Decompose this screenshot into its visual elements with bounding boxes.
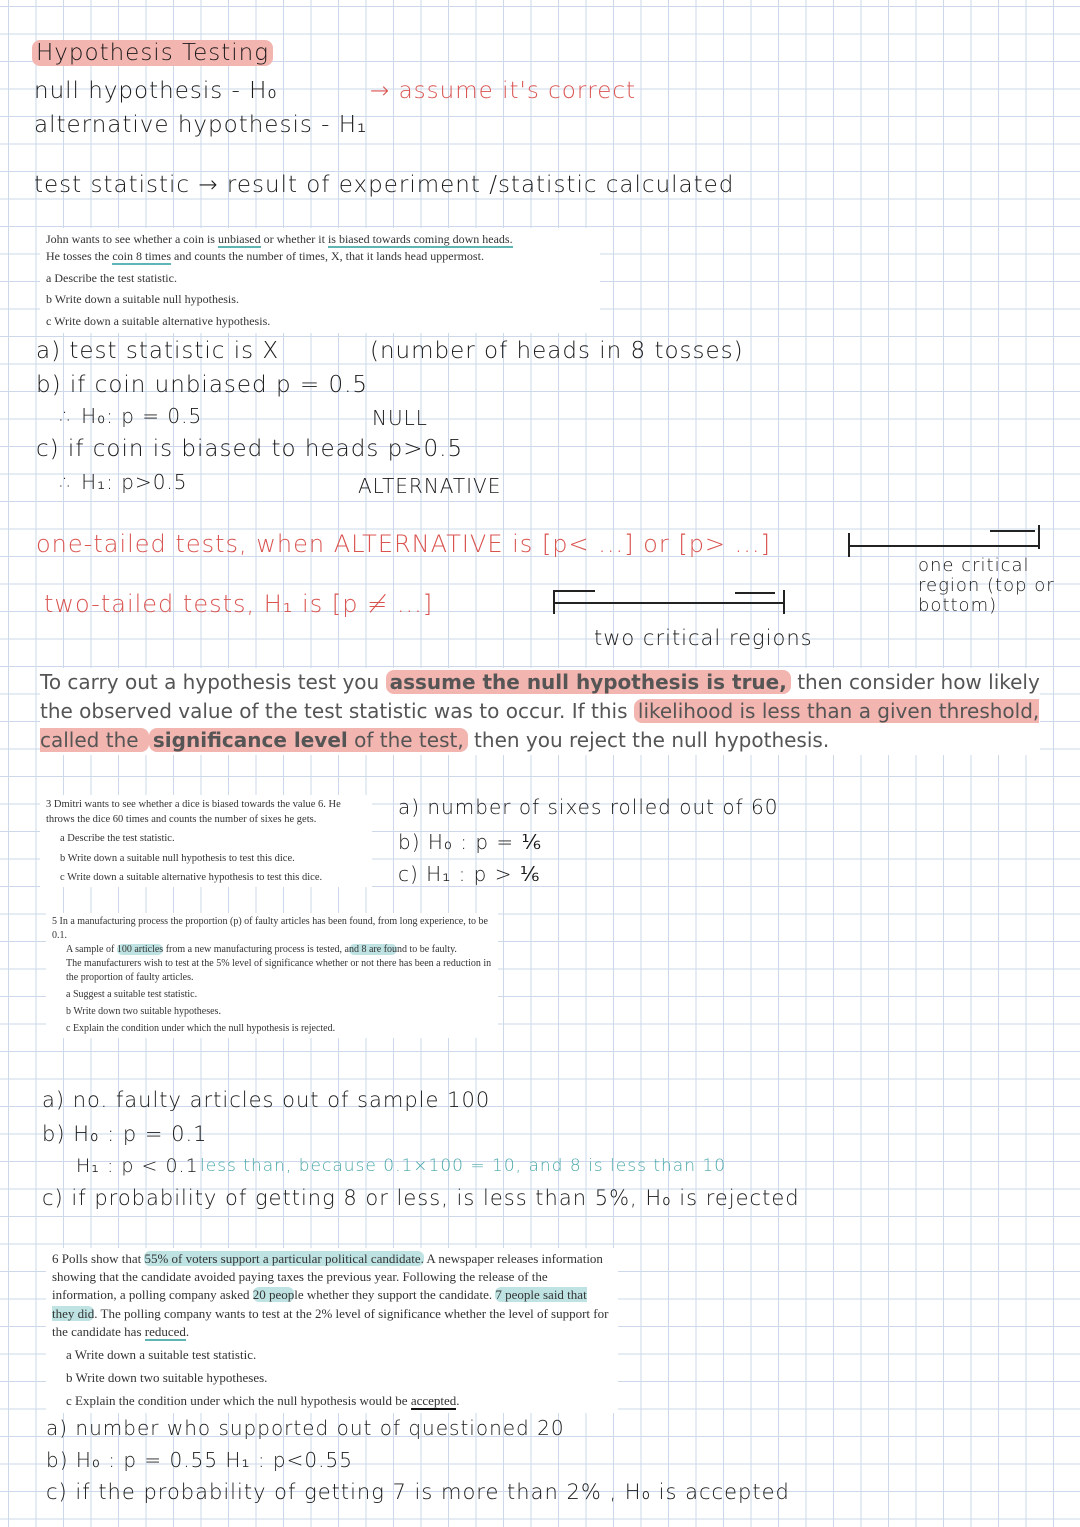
a1-a-note: (number of heads in 8 tosses) bbox=[370, 338, 744, 364]
q6-part-c: . bbox=[456, 1393, 460, 1409]
a6-c: c) if the probability of getting 7 is more than 2% , H₀ is accepted bbox=[46, 1480, 790, 1504]
question-5 bbox=[46, 913, 498, 1038]
one-tailed: one-tailed tests, when ALTERNATIVE is [p< ...] or [p> ...] bbox=[36, 530, 771, 558]
question-6 bbox=[46, 1248, 618, 1413]
a3-b: b) H₀ : p = ⅙ bbox=[398, 830, 542, 854]
q3-part-b: b Write down a suitable null hypothesis to test this dice. bbox=[60, 852, 295, 864]
q6-part-b: b Write down two suitable hypotheses. bbox=[66, 1370, 268, 1386]
q3-text: 3 Dmitri wants to see whether a dice is biased towards the value 6. He throws the dice 60 times and counts the number of sixes he gets. bbox=[46, 799, 341, 826]
a5-b2-note: less than, because 0.1×100 = 10, and 8 is less than 10 bbox=[200, 1156, 727, 1176]
q6-part-a: a Write down a suitable test statistic. bbox=[66, 1346, 257, 1362]
q5-text: The manufacturers wish to test at the 5% level of significance whether or not there has been a reduction in the proportion of faulty articles. bbox=[66, 958, 492, 983]
q1-text: or whether it bbox=[260, 232, 328, 246]
q5-text: A sample of bbox=[66, 944, 117, 955]
q1-text: coin 8 times bbox=[112, 249, 171, 264]
test-stat-def: test statistic → result of experiment /statistic calculated bbox=[34, 172, 735, 198]
a1-c: c) if coin is biased to heads p>0.5 bbox=[36, 436, 464, 462]
a3-c: c) H₁ : p > ⅙ bbox=[398, 862, 541, 886]
q1-text: He tosses the bbox=[46, 249, 113, 264]
q1-text: John wants to see whether a coin is bbox=[46, 232, 218, 246]
def-highlight: significance level bbox=[152, 728, 348, 752]
q1-text: and counts the number of times, X, that it lands head uppermost. bbox=[171, 249, 484, 264]
question-1 bbox=[40, 228, 600, 333]
a1-c2: ∴ H₁: p>0.5 bbox=[60, 470, 188, 494]
heading-text: Hypothesis Testing bbox=[32, 40, 273, 66]
null-note: → assume it's correct bbox=[370, 78, 637, 104]
null-label: NULL bbox=[372, 406, 428, 430]
q5-highlight: 100 articles bbox=[116, 944, 164, 955]
q1-part-a: a Describe the test statistic. bbox=[46, 270, 177, 285]
def-part: To carry out a hypothesis test you bbox=[40, 670, 386, 694]
one-tail-note: one critical region (top or bottom) bbox=[918, 555, 1055, 616]
a5-b: b) H₀ : p = 0.1 bbox=[42, 1122, 208, 1146]
q6-highlight: 7 people said that they did bbox=[52, 1287, 587, 1321]
q3-part-c: c Write down a suitable alternative hypothesis to test this dice. bbox=[60, 871, 323, 883]
a5-b2: H₁ : p < 0.1 bbox=[76, 1155, 199, 1177]
def-highlight: of the test, bbox=[347, 728, 464, 752]
q3-part-a: a Describe the test statistic. bbox=[60, 833, 175, 845]
two-tailed: two-tailed tests, H₁ is [p ≠ ...] bbox=[44, 590, 434, 618]
def-part: then you reject the null hypothesis. bbox=[467, 728, 830, 752]
def-highlight: likelihood is less than a given threshold, called the bbox=[40, 699, 1040, 752]
a5-c: c) if probability of getting 8 or less, is less than 5%, H₀ is rejected bbox=[42, 1186, 800, 1210]
q1-part-b: b Write down a suitable null hypothesis. bbox=[46, 292, 239, 307]
question-3 bbox=[40, 795, 372, 887]
q5-part-c: c Explain the condition under which the null hypothesis is rejected. bbox=[66, 1023, 336, 1034]
def-part: then consider how likely the observed value of the test statistic was to occur. If this bbox=[40, 670, 1040, 723]
two-tail-note: two critical regions bbox=[594, 626, 813, 650]
heading bbox=[32, 40, 273, 66]
q5-part-a: a Suggest a suitable test statistic. bbox=[66, 989, 198, 1000]
q6-text: 6 Polls show that bbox=[52, 1251, 145, 1266]
alt-label: ALTERNATIVE bbox=[358, 474, 502, 498]
a6-a: a) number who supported out of questioned 20 bbox=[46, 1416, 565, 1440]
q6-text: reduced bbox=[144, 1323, 186, 1339]
q1-text: is biased towards coming down heads. bbox=[327, 232, 513, 246]
q6-highlight: 20 peop bbox=[252, 1287, 295, 1303]
q5-text: from a new manufacturing process is tested, a bbox=[163, 944, 349, 955]
a3-a: a) number of sixes rolled out of 60 bbox=[398, 795, 779, 819]
alt-def: alternative hypothesis - H₁ bbox=[34, 112, 368, 138]
null-def: null hypothesis - H₀ bbox=[34, 78, 278, 104]
a1-b2: ∴ H₀: p = 0.5 bbox=[60, 404, 203, 428]
q6-text: . The polling company wants to test at the 2% level of significance whether the level of support for the candidate has bbox=[52, 1305, 609, 1339]
q6-text: . bbox=[185, 1323, 190, 1339]
q1-text: unbiased bbox=[217, 232, 261, 246]
a6-b: b) H₀ : p = 0.55 H₁ : p<0.55 bbox=[46, 1448, 353, 1472]
a5-a: a) no. faulty articles out of sample 100 bbox=[42, 1088, 491, 1112]
a1-a: a) test statistic is X bbox=[36, 338, 280, 364]
def-highlight: assume the null hypothesis is true, bbox=[386, 670, 791, 694]
q6-part-c: accepted bbox=[410, 1393, 457, 1409]
q5-part-b: b Write down two suitable hypotheses. bbox=[66, 1006, 221, 1017]
q1-part-c: c Write down a suitable alternative hypothesis. bbox=[46, 313, 271, 328]
q6-highlight: 55% of voters support a particular political candidate. bbox=[144, 1251, 424, 1266]
definition-text bbox=[40, 668, 1040, 755]
a1-b: b) if coin unbiased p = 0.5 bbox=[36, 372, 369, 398]
q6-text: A newspaper releases information showing that the candidate avoided paying taxes the previous year. Following the release of the information, a polling company asked bbox=[52, 1251, 603, 1303]
q6-part-c: c Explain the condition under which the null hypothesis would be bbox=[66, 1393, 411, 1409]
q5-text: nd to be faulty. bbox=[397, 944, 457, 955]
q5-highlight: nd 8 are fou bbox=[348, 944, 398, 955]
q6-text: le whether they support the candidate. bbox=[294, 1287, 496, 1303]
q5-text: 5 In a manufacturing process the proportion (p) of faulty articles has been found, from long experience, to be 0.1. bbox=[52, 916, 488, 941]
